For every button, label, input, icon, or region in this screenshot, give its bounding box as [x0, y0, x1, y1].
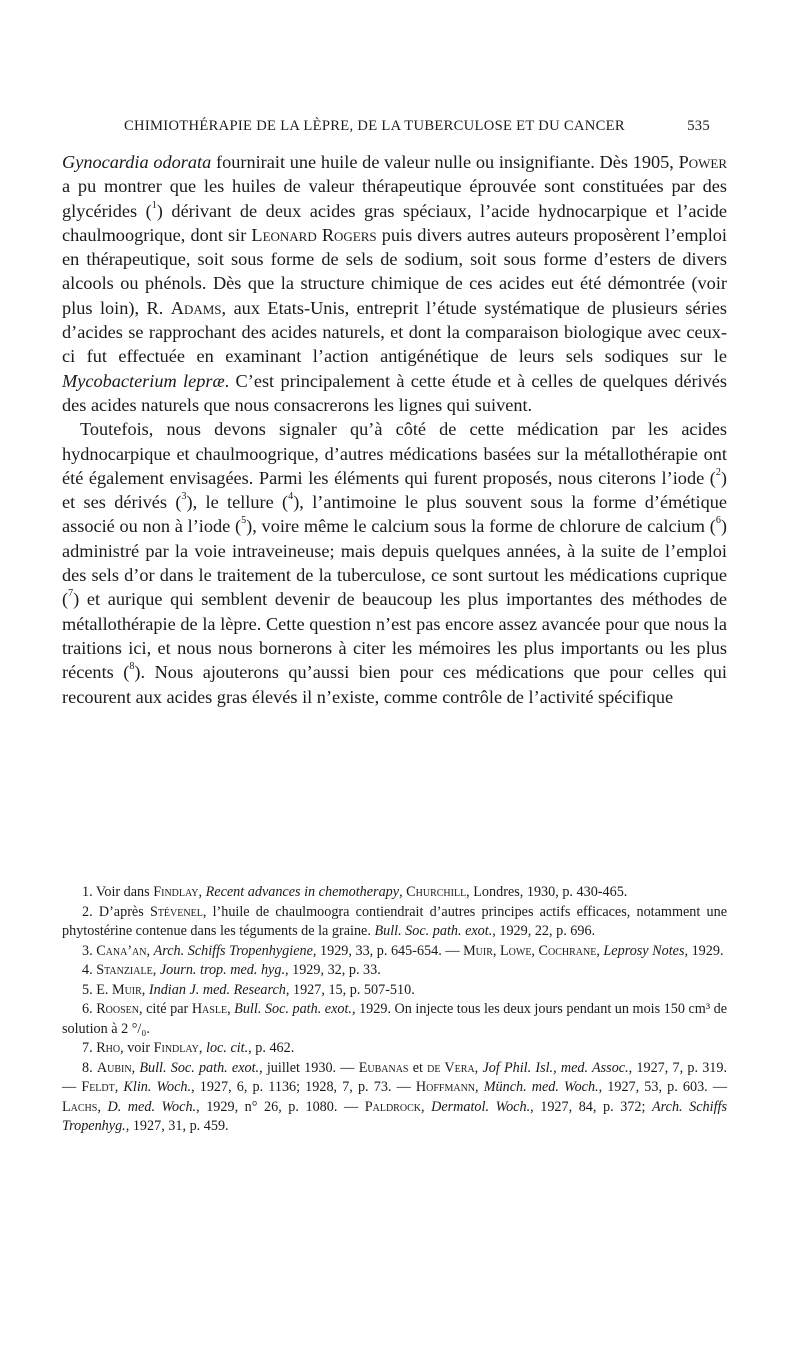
text-run: 1. Voir dans [82, 884, 154, 900]
text-run: , 1929, n° 26, p. 1080. — [196, 1098, 365, 1115]
text-run: , voir [120, 1040, 154, 1056]
text-run: puis divers autres auteurs proposèrent l’emploi en thérapeutique, soit sous forme de sels de sodium, soit sous forme d’esters de divers alcools ou phénols. Dès que la structure chimique de ces acides eut été démontrée (voir plus loin), R. [62, 224, 727, 318]
text-run: , 1927, 53, p. 603. — [598, 1079, 728, 1095]
text-run: , [114, 1079, 124, 1095]
text-run: Toutefois, nous devons signaler qu’à côté de cette médication par les acides hydnocarpique et chaulmoogrique, d’autres médications basées sur la métallothérapie ont été également envisagées. Parmi les éléments qui furent proposés, nous citerons l’iode ( [62, 419, 727, 488]
italic-text: Jof Phil. Isl., med. Assoc. [482, 1059, 629, 1076]
text-run: , p. 462. [248, 1040, 295, 1056]
italic-text: Klin. Woch. [123, 1079, 192, 1095]
author-name: Aubin [96, 1059, 132, 1076]
text-run: 2. D’après [82, 903, 150, 920]
text-run: , juillet 1930. — [259, 1059, 359, 1076]
text-run: . C’est principalement à cette étude et à celles de quelques dérivés des acides naturels que nous consacrerons les lignes qui suivent. [62, 370, 727, 415]
running-head [124, 118, 710, 135]
text-run: ). Nous ajouterons qu’aussi bien pour ces médications que pour celles qui recourent aux acides gras élevés il n’existe, comme contrôle de l’activité spécifique [62, 662, 727, 707]
footnote [62, 883, 727, 903]
italic-text: Journ. trop. med. hyg. [159, 962, 285, 978]
footnote-ref: 3 [181, 491, 187, 503]
author-name: Paldrock [364, 1098, 421, 1115]
text-run: , [131, 1059, 140, 1076]
italic-text: loc. cit. [206, 1040, 249, 1056]
author-name: Leonard Rogers [251, 224, 377, 245]
text-run: , 1929. On injecte tous les deux jours pendant un mois 150 cm³ de solution à 2 °/₀. [62, 1001, 728, 1037]
author-name: Findlay [153, 1040, 199, 1056]
author-name: Eubanas [358, 1059, 409, 1076]
footnotes [62, 883, 727, 1137]
author-name: Rho [96, 1040, 121, 1056]
author-name: Lachs [62, 1098, 98, 1115]
author-name: de Vera [427, 1059, 475, 1076]
italic-text: Leprosy Notes [603, 942, 685, 959]
italic-text: D. med. Woch. [107, 1098, 197, 1115]
text-run: , aux Etats-Unis, entreprit l’étude systématique de plusieurs séries d’acides se rapprochant des acides naturels, et dont la comparaison biologique avec ceux-ci fut effectuée en examinant l’action antigénétique de leurs sels sodiques sur le [62, 297, 727, 367]
footnote [62, 942, 727, 962]
author-name: Roosen [96, 1001, 140, 1017]
text-run: et [408, 1059, 428, 1076]
paragraph [62, 417, 727, 709]
text-run: , [152, 962, 160, 978]
text-run: 8. [82, 1059, 97, 1076]
italic-text: Gynocardia odorata [62, 152, 212, 172]
text-run: , 1929, 33, p. 645-654. — [312, 942, 464, 959]
text-run: a pu montrer que les huiles de valeur thérapeutique éprouvée sont constituées par des glycérides ( [62, 176, 727, 221]
text-run: , 1927, 15, p. 507-510. [285, 981, 415, 998]
italic-text: Indian J. med. Research [148, 981, 286, 998]
text-run: , [198, 884, 206, 900]
italic-text: Bull. Soc. path. exot. [139, 1059, 260, 1076]
text-run: ) administré par la voie intraveineuse; mais depuis quelques années, à la suite de l’emploi des sels d’or dans le traitement de la tuberculose, ce sont surtout les médications cuprique ( [62, 516, 727, 610]
footnote-ref: 6 [715, 515, 721, 527]
text-run: , [198, 1040, 207, 1056]
text-run: 7. [82, 1040, 97, 1056]
text-run: , 1927, 31, p. 459. [125, 1118, 229, 1134]
text-run: , [146, 942, 154, 959]
text-run: 5. E. [82, 981, 112, 998]
text-run: ) et aurique qui semblent devenir de beaucoup les plus importantes des méthodes de métallothérapie de la lèpre. Cette question n’est pas encore assez avancée pour que nous la traitions ici, et nous nous bornerons à citer les mémoires les plus importants ou les plus récents ( [62, 589, 727, 683]
text-run: , l’huile de chaulmoogra contiendrait d’autres principes actifs efficaces, notamment une phytostérine contenue dans les téguments de la graine. [62, 903, 727, 939]
author-name: Adams [170, 297, 222, 318]
text-run: , [227, 1001, 235, 1017]
italic-text: Bull. Soc. path. exot. [234, 1001, 352, 1017]
paragraph [62, 150, 727, 417]
text-run: ), l’antimoine le plus souvent sous la forme d’émétique associé ou non à l’iode ( [62, 492, 727, 537]
author-name: Power [678, 152, 727, 172]
text-run: ) dérivant de deux acides gras spéciaux, l’acide hydnocarpique et l’acide chaulmoogrique, dont sir [62, 200, 727, 245]
author-name: Muir, Lowe, Cochrane [463, 942, 597, 959]
author-name: Hasle [191, 1001, 228, 1017]
text-run: ), le tellure ( [186, 492, 289, 513]
text-run: fournirait une huile de valeur nulle ou insignifiante. Dès 1905, [211, 152, 679, 172]
author-name: Hoffmann [415, 1079, 476, 1095]
italic-text: Arch. Schiffs Tropenhygiene [153, 942, 313, 959]
body-text [62, 150, 727, 709]
footnote-ref: 1 [151, 199, 157, 211]
italic-text: Recent advances in chemotherapy [205, 884, 400, 900]
author-name: Churchill [406, 884, 467, 900]
text-run: , [596, 942, 604, 959]
footnote [62, 981, 727, 1001]
text-run: , Londres, 1930, p. 430-465. [466, 884, 628, 900]
text-run: , [141, 981, 149, 998]
footnote-ref: 2 [715, 466, 721, 478]
footnote-ref: 7 [68, 588, 74, 600]
italic-text: Arch. Schiffs Tropenhyg. [62, 1098, 727, 1134]
footnote-ref: 8 [129, 661, 135, 673]
text-run: , 1927, 6, p. 1136; 1928, 7, p. 73. — [191, 1079, 416, 1095]
text-run: 6. [82, 1001, 97, 1017]
text-run: 4. [82, 962, 97, 978]
footnote-ref: 5 [241, 515, 247, 527]
italic-text: Dermatol. Woch. [431, 1098, 531, 1115]
author-name: Stanziale [96, 962, 153, 978]
author-name: Findlay [153, 884, 199, 900]
author-name: Feldt [81, 1079, 115, 1095]
text-run: , 1929, 22, p. 696. [492, 923, 596, 939]
italic-text: Münch. med. Woch. [483, 1079, 599, 1095]
text-run: , [399, 884, 407, 900]
author-name: Cana’an [96, 942, 147, 959]
running-title: CHIMIOTHÉRAPIE DE LA LÈPRE, DE LA TUBERCULOSE ET DU CANCER [124, 118, 625, 134]
italic-text: Bull. Soc. path. exot. [374, 923, 493, 939]
author-name: Muir [111, 981, 142, 998]
text-run: ), voire même le calcium sous la forme de chlorure de calcium ( [246, 516, 716, 537]
text-run: , [420, 1098, 432, 1115]
footnote [62, 1000, 727, 1039]
page-number: 535 [687, 118, 710, 134]
text-run: , 1927, 7, p. 319. — [62, 1059, 728, 1095]
italic-text: Mycobacterium lepræ [62, 370, 225, 391]
footnote [62, 903, 727, 942]
text-run: , 1929, 32, p. 33. [285, 962, 381, 978]
text-run: , 1927, 84, p. 372; [530, 1098, 652, 1115]
author-name: Stévenel [149, 903, 203, 920]
text-run: , [475, 1079, 484, 1095]
text-run: , 1929. [684, 942, 724, 959]
text-run: , [97, 1098, 108, 1115]
text-run: 3. [82, 942, 97, 959]
text-run: , [474, 1059, 483, 1076]
footnote [62, 1039, 727, 1059]
footnote-ref: 4 [288, 491, 294, 503]
footnote [62, 961, 727, 981]
text-run: ) et ses dérivés ( [62, 467, 727, 513]
text-run: , cité par [139, 1001, 192, 1017]
footnote [62, 1059, 727, 1137]
